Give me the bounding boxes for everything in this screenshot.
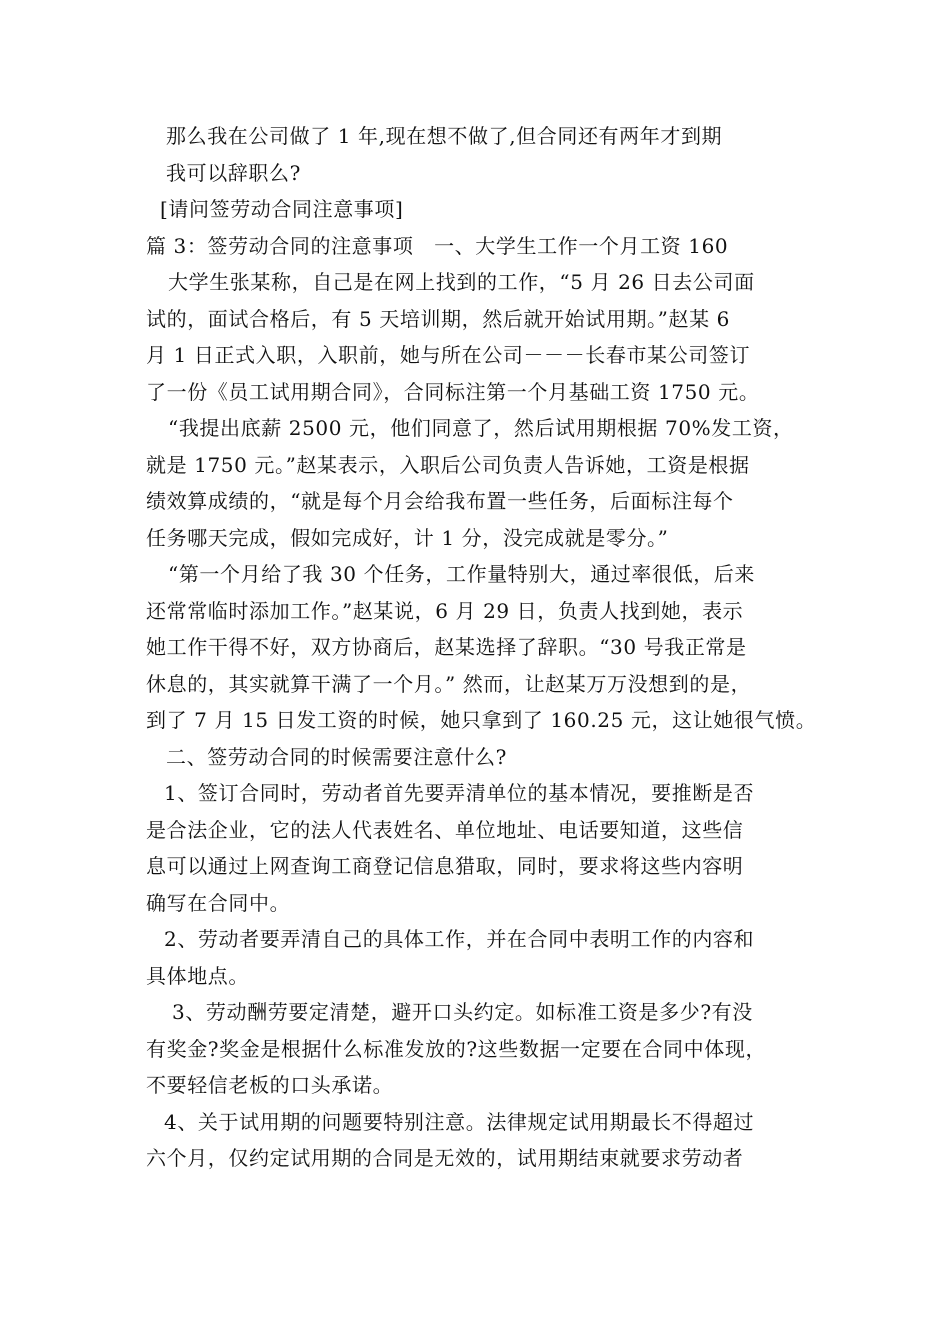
text-line: 不要轻信老板的口头承诺。 xyxy=(146,1073,394,1097)
text-line: 那么我在公司做了 1 年,现在想不做了,但合同还有两年才到期 xyxy=(166,124,723,148)
text-line: 绩效算成绩的，“就是每个月会给我布置一些任务，后面标注每个 xyxy=(146,489,734,513)
text-line: 2、劳动者要弄清自己的具体工作，并在合同中表明工作的内容和 xyxy=(164,927,755,951)
text-line: 大学生张某称，自己是在网上找到的工作，“5 月 26 日去公司面 xyxy=(168,270,755,294)
text-line: 到了 7 月 15 日发工资的时候，她只拿到了 160.25 元，这让她很气愤。 xyxy=(146,708,817,732)
text-line: 月 1 日正式入职，入职前，她与所在公司－－－长春市某公司签订 xyxy=(146,343,751,367)
text-line: [请问签劳动合同注意事项] xyxy=(160,197,404,221)
text-line: 具体地点。 xyxy=(146,963,249,988)
text-line: 试的，面试合格后，有 5 天培训期，然后就开始试用期。”赵某 6 xyxy=(146,306,730,331)
text-line: 我可以辞职么? xyxy=(166,160,301,185)
text-line: “我提出底薪 2500 元，他们同意了，然后试用期根据 70%发工资， xyxy=(168,416,794,440)
text-line: 有奖金?奖金是根据什么标准发放的?这些数据一定要在合同中体现， xyxy=(146,1036,767,1061)
text-line: 息可以通过上网查询工商登记信息猎取，同时，要求将这些内容明 xyxy=(146,854,744,878)
text-line: 确写在合同中。 xyxy=(146,890,291,915)
document-body xyxy=(146,118,822,1177)
text-line: 六个月，仅约定试用期的合同是无效的，试用期结束就要求劳动者 xyxy=(146,1146,744,1170)
section-heading: 篇 3：签劳动合同的注意事项 一、大学生工作一个月工资 160 xyxy=(146,233,729,258)
text-line: 4、关于试用期的问题要特别注意。法律规定试用期最长不得超过 xyxy=(164,1109,755,1134)
text-line: 了一份《员工试用期合同》，合同标注第一个月基础工资 1750 元。 xyxy=(146,379,760,404)
text-line: 休息的，其实就算干满了一个月。” 然而，让赵某万万没想到的是， xyxy=(146,671,752,696)
text-line: 任务哪天完成，假如完成好，计 1 分，没完成就是零分。” xyxy=(146,525,669,550)
text-line: 1、签订合同时，劳动者首先要弄清单位的基本情况，要推断是否 xyxy=(164,781,755,805)
section-heading: 二、签劳动合同的时候需要注意什么? xyxy=(166,744,507,769)
text-line: “第一个月给了我 30 个任务，工作量特别大，通过率很低，后来 xyxy=(168,562,755,586)
text-line: 她工作干得不好，双方协商后，赵某选择了辞职。“30 号我正常是 xyxy=(146,635,747,659)
text-line: 就是 1750 元。”赵某表示，入职后公司负责人告诉她，工资是根据 xyxy=(146,452,750,477)
text-line: 还常常临时添加工作。”赵某说，6 月 29 日，负责人找到她，表示 xyxy=(146,598,744,623)
text-line: 是合法企业，它的法人代表姓名、单位地址、电话要知道，这些信 xyxy=(146,817,744,842)
text-line: 3、劳动酬劳要定清楚，避开口头约定。如标准工资是多少?有没 xyxy=(172,1000,753,1024)
